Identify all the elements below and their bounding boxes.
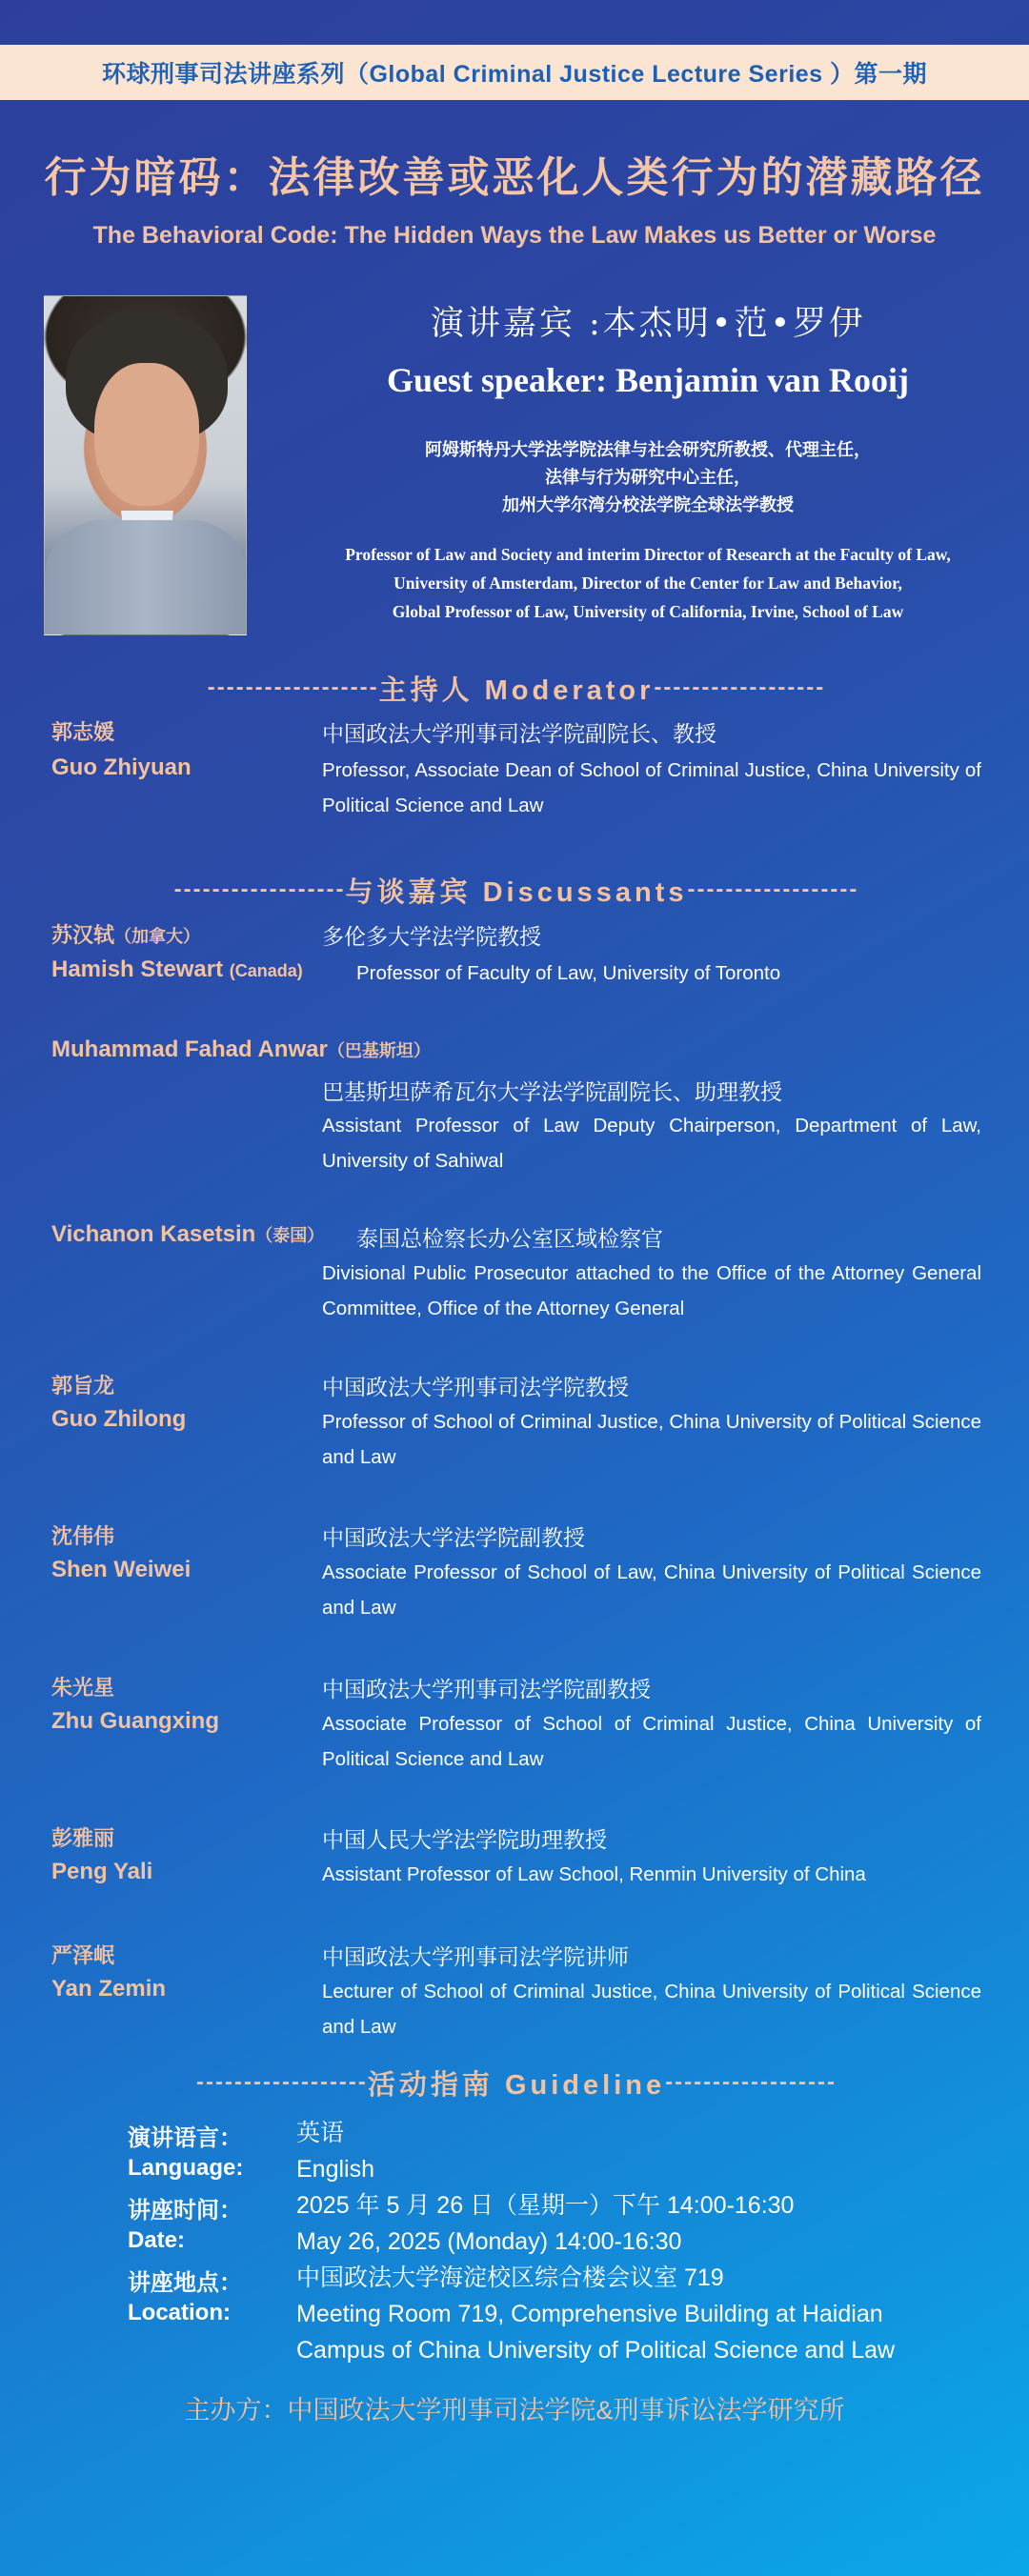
speaker-label-en: Guest speaker: Benjamin van Rooij bbox=[387, 361, 909, 399]
discussants-heading: ------------------ 与谈嘉宾 Discussants ------------------ bbox=[173, 876, 859, 908]
guideline-heading: ------------------ 活动指南 Guideline ------------------ bbox=[196, 2069, 837, 2101]
moderator-title-en: Professor, Associate Dean of School of Criminal Justice, China University of Political Science and Law bbox=[322, 759, 981, 816]
series-title: 环球刑事司法讲座系列（Global Criminal Justice Lecture Series ）第一期 bbox=[101, 61, 928, 88]
series-banner bbox=[0, 45, 1029, 100]
moderator-name-en: Guo Zhiyuan bbox=[51, 755, 192, 780]
speaker-affiliation-en: Professor of Law and Society and interim Director of Research at the Faculty of Law, University of Amsterdam, Director of the Center for Law and Behavior, Global Professor of Law, University of California, Irvine, School of Law bbox=[345, 545, 951, 621]
moderator-heading: ------------------ 主持人 Moderator ------------------ bbox=[207, 674, 826, 706]
lecture-title-cn: 行为暗码：法律改善或恶化人类行为的潜藏路径 bbox=[44, 154, 985, 201]
moderator-name-cn: 郭志媛 bbox=[51, 720, 115, 744]
speaker-label-cn: 演讲嘉宾 :本杰明•范•罗伊 bbox=[430, 305, 866, 343]
lecture-title-en: The Behavioral Code: The Hidden Ways the Law Makes us Better or Worse bbox=[92, 222, 937, 249]
speaker-photo bbox=[44, 295, 247, 635]
organizer: 主办方：中国政法大学刑事司法学院&刑事诉讼法学研究所 bbox=[184, 2396, 845, 2425]
moderator-title-cn: 中国政法大学刑事司法学院副院长、教授 bbox=[322, 721, 716, 746]
speaker-affiliation-cn: 阿姆斯特丹大学法学院法律与社会研究所教授、代理主任， 法律与行为研究中心主任， 加州大学尔湾分校法学院全球法学教授 bbox=[425, 440, 871, 514]
